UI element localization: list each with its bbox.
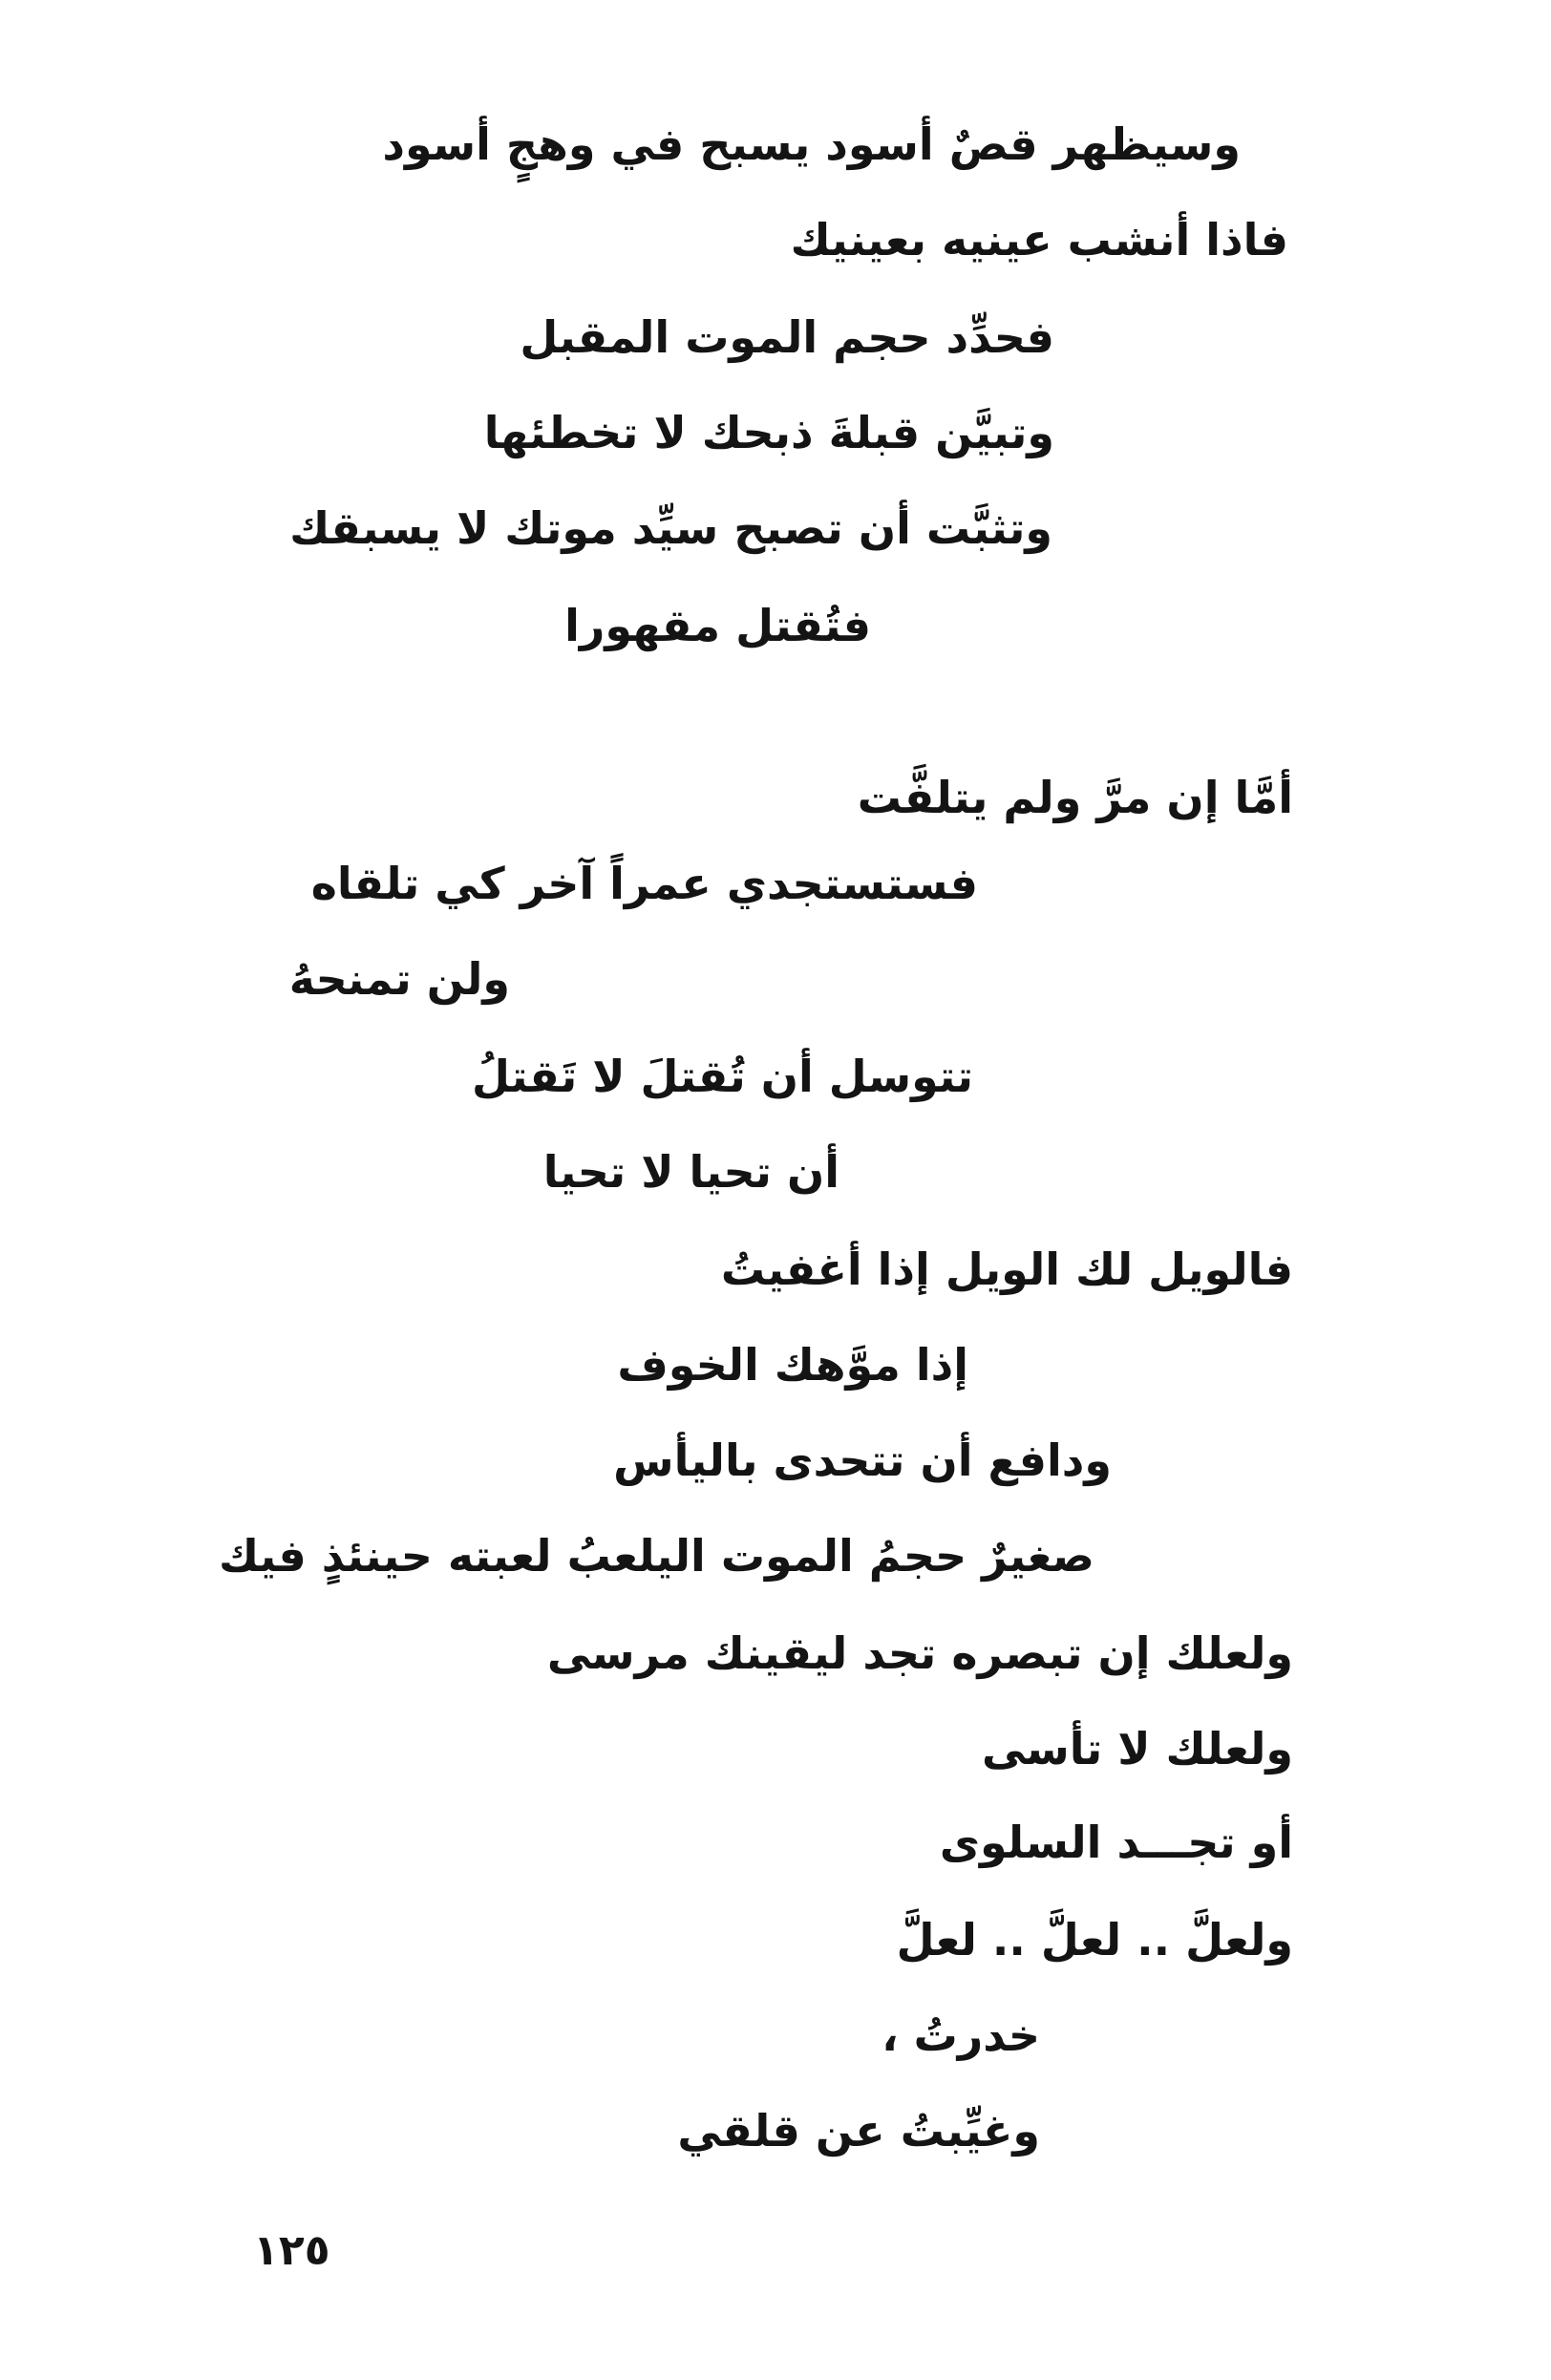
- poem-line-16: ولعلك إن تبصره تجد ليقينك مرسى: [546, 1627, 1293, 1679]
- poem-line-14: ودافع أن تتحدى باليأس: [613, 1434, 1112, 1486]
- poem-line-3: فحدِّد حجم الموت المقبل: [520, 311, 1054, 363]
- poem-line-19: ولعلَّ .. لعلَّ .. لعلَّ: [896, 1914, 1293, 1966]
- poem-line-10: تتوسل أن تُقتلَ لا تَقتلُ: [472, 1051, 973, 1102]
- poem-line-21: وغيِّبتُ عن قلقي: [677, 2105, 1040, 2157]
- poem-line-15: صغيرٌ حجمُ الموت اليلعبُ لعبته حينئذٍ فيك: [219, 1530, 1094, 1582]
- poem-line-11: أن تحيا لا تحيا: [542, 1146, 839, 1198]
- poem-line-12: فالويل لك الويل إذا أغفيتُ: [720, 1243, 1293, 1295]
- poem-line-9: ولن تمنحهُ: [288, 953, 510, 1005]
- poem-line-18: أو تجـــد السلوى: [939, 1817, 1293, 1868]
- poem-line-8: فستستجدي عمراً آخر كي تلقاه: [310, 858, 978, 909]
- poem-line-6: فتُقتل مقهورا: [564, 600, 871, 651]
- poem-line-7: أمَّا إن مرَّ ولم يتلفَّت: [857, 772, 1293, 823]
- poem-line-5: وتثبَّت أن تصبح سيِّد موتك لا يسبقك: [289, 502, 1052, 554]
- poem-line-1: وسيظهر قصٌ أسود يسبح في وهجٍ أسود: [382, 118, 1241, 170]
- poem-line-2: فاذا أنشب عينيه بعينيك: [790, 214, 1288, 266]
- poem-line-20: خدرتُ ،: [882, 2009, 1040, 2061]
- poem-line-17: ولعلك لا تأسى: [981, 1723, 1293, 1774]
- poem-line-13: إذا موَّهك الخوف: [617, 1339, 968, 1391]
- poem-line-4: وتبيَّن قبلةَ ذبحك لا تخطئها: [483, 407, 1054, 458]
- page-number: ١٢٥: [253, 2226, 330, 2275]
